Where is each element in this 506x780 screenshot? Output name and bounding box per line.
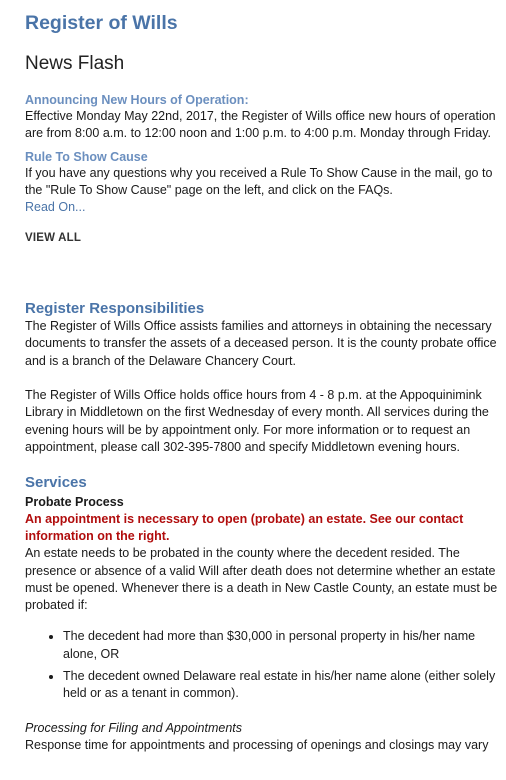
probate-conditions-list (25, 628, 500, 702)
news-item-title[interactable]: Announcing New Hours of Operation: (25, 93, 249, 107)
office-hours-paragraph: The Register of Wills Office holds office hours from 4 - 8 p.m. at the Appoquinimink Library in Middletown on the first Wednesday of every month. All services during the evening hours will be by appointment only. For more information or to request an appointment, please call 302-395-7800 and specify Middletown evening hours. (25, 388, 489, 454)
news-item-body: If you have any questions why you received a Rule To Show Cause in the mail, go to the "Rule To Show Cause" page on the left, and click on the FAQs. (25, 165, 493, 197)
responsibilities-heading: Register Responsibilities (25, 300, 205, 318)
news-item (25, 149, 500, 217)
probate-process-subheading: Probate Process (25, 495, 124, 510)
list-item: • The decedent owned Delaware real estate in his/her name alone (either solely held or as a tenant in common). (63, 668, 500, 703)
view-all-link[interactable]: VIEW ALL (25, 232, 82, 245)
news-item-title[interactable]: Rule To Show Cause (25, 149, 148, 164)
processing-heading: Processing for Filing and Appointments (25, 720, 243, 735)
news-item (25, 92, 500, 143)
news-flash-heading: News Flash (25, 53, 125, 74)
processing-body: Response time for appointments and processing of openings and closings may vary (25, 737, 489, 752)
appointment-notice: An appointment is necessary to open (probate) an estate. See our contact information on the right. (25, 512, 464, 544)
services-heading: Services (25, 474, 87, 492)
probate-body: An estate needs to be probated in the county where the decedent resided. The presence or absence of a valid Will after death does not determine whether an estate must be opened. Whenever there is a death in New Castle County, an estate must be probated if: (25, 546, 498, 613)
page-title: Register of Wills (25, 12, 178, 34)
news-item-body: Effective Monday May 22nd, 2017, the Register of Wills office new hours of operation are from 8:00 a.m. to 12:00 noon and 1:00 p.m. to 4:00 p.m. Monday through Friday. (25, 109, 496, 141)
read-on-link[interactable]: Read On... (25, 200, 86, 215)
responsibilities-paragraph: The Register of Wills Office assists families and attorneys in obtaining the necessary documents to transfer the assets of a deceased person. It is the county probate office and is a branch of the Delaware Chancery Court. (25, 319, 497, 368)
list-item: • The decedent had more than $30,000 in personal property in his/her name alone, OR (63, 628, 500, 663)
